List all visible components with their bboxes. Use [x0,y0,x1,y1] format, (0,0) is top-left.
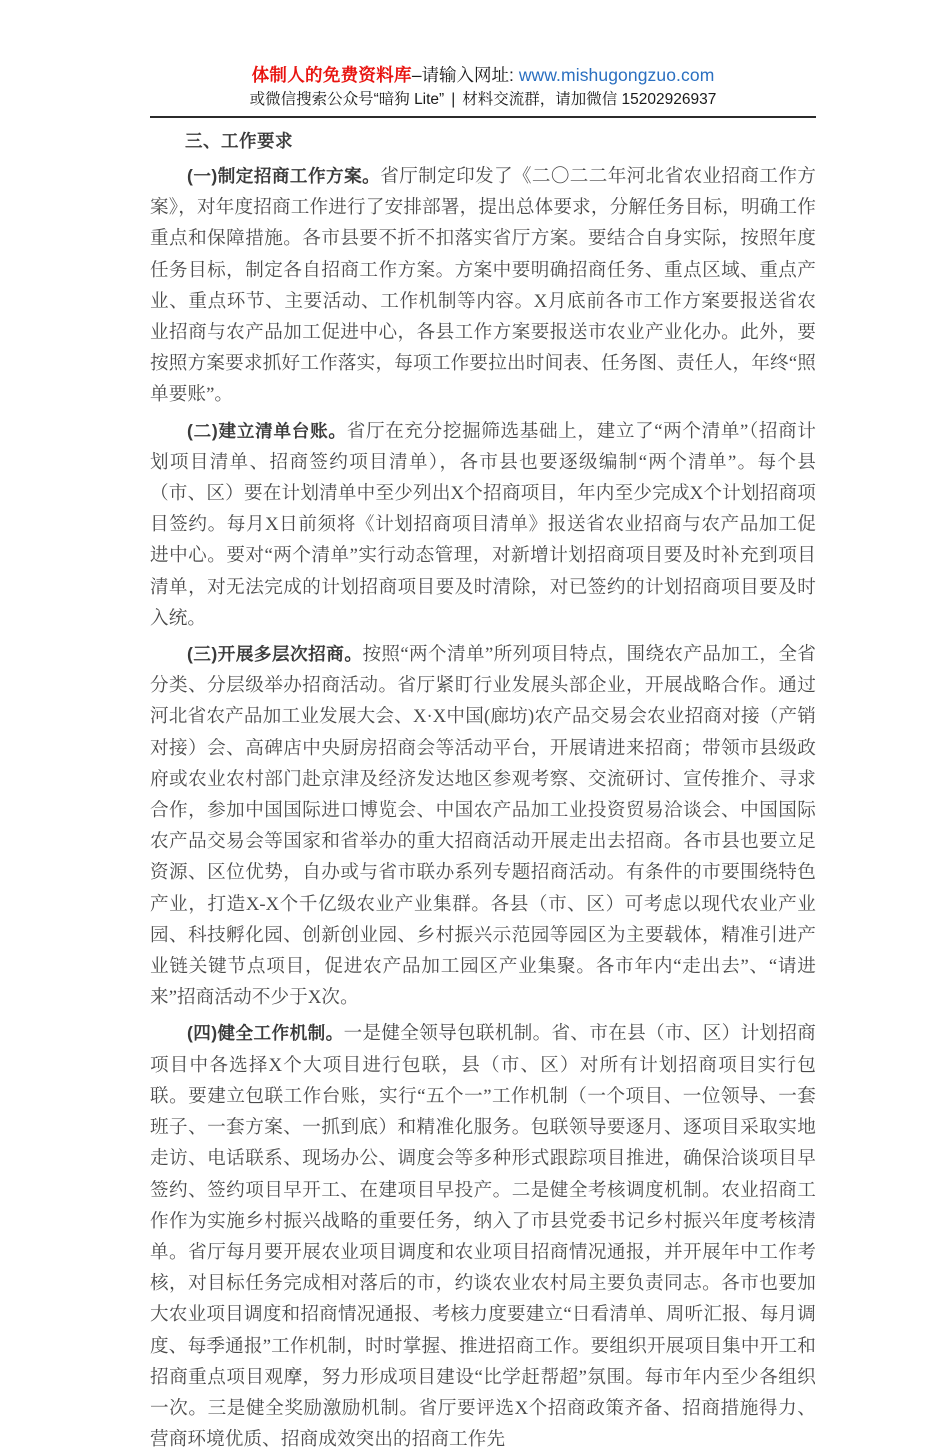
paragraph-subsection-1 [150,161,816,411]
paragraph-subsection-2 [150,416,816,634]
promo-brand-text: 体制人的免费资料库 [251,65,412,85]
promo-wechat-account: 或微信搜索公众号“暗狗 Lite” [249,91,445,108]
promo-header [150,62,816,118]
subsection-1-body: 省厅制定印发了《二〇二二年河北省农业招商工作方案》，对年度招商工作进行了安排部署，提出总体要求，分解任务目标，明确工作重点和保障措施。各市县要不折不扣落实省厅方案。要结合自身实际，按照年度任务目标，制定各自招商工作方案。方案中要明确招商任务、重点区域、重点产业、重点环节、主要活动、工作机制等内容。X月底前各市工作方案要报送省农业招商与农产品加工促进中心，各县工作方案要报送市农业产业化办。此外，要按照方案要求抓好工作落实，每项工作要拉出时间表、任务图、责任人，年终“照单要账”。 [150,166,816,406]
promo-group-contact: 材料交流群，请加微信 15202926937 [462,91,717,108]
promo-header-line-2 [150,87,816,112]
paragraph-subsection-3 [150,639,816,1013]
paragraph-subsection-4 [150,1018,816,1455]
promo-header-line-1 [150,62,816,88]
subsection-1-lead: (一)制定招商工作方案。 [187,166,381,186]
promo-website-url[interactable]: www.mishugongzuo.com [518,65,715,85]
subsection-3-lead: (三)开展多层次招商。 [187,644,363,665]
promo-prompt-text: –请输入网址: [411,65,514,85]
section-heading-work-requirements: 三、工作要求 [185,131,293,151]
subsection-2-body: 省厅在充分挖掘筛选基础上，建立了“两个清单”（招商计划项目清单、招商签约项目清单），各市县也要逐级编制“两个清单”。每个县（市、区）要在计划清单中至少列出X个招商项目，年内至少完成X个计划招商项目签约。每月X日前须将《计划招商项目清单》报送省农业招商与农产品加工促进中心。要对“两个清单”实行动态管理，对新增计划招商项目要及时补充到项目清单，对无法完成的计划招商项目要及时清除，对已签约的计划招商项目要及时入统。 [150,420,816,629]
document-content [150,126,816,1455]
subsection-4-body: 一是健全领导包联机制。省、市在县（市、区）计划招商项目中各选择X个大项目进行包联，县（市、区）对所有计划招商项目实行包联。要建立包联工作台账，实行“五个一”工作机制（一个项目、一位领导、一套班子、一套方案、一抓到底）和精准化服务。包联领导要逐月、逐项目采取实地走访、电话联系、现场办公、调度会等多种形式跟踪项目推进，确保洽谈项目早签约、签约项目早开工、在建项目早投产。二是健全考核调度机制。农业招商工作作为实施乡村振兴战略的重要任务，纳入了市县党委书记乡村振兴年度考核清单。省厅每月要开展农业项目调度和农业项目招商情况通报，并开展年中工作考核，对目标任务完成相对落后的市，约谈农业农村局主要负责同志。各市也要加大农业项目调度和招商情况通报、考核力度要建立“日看清单、周听汇报、每月调度、每季通报”工作机制，时时掌握、推进招商工作。要组织开展项目集中开工和招商重点项目观摩，努力形成项目建设“比学赶帮超”氛围。每市年内至少各组织一次。三是健全奖励激励机制。省厅要评选X个招商政策齐备、招商措施得力、营商环境优质、招商成效突出的招商工作先 [150,1023,816,1451]
subsection-4-lead: (四)健全工作机制。 [187,1023,344,1044]
subsection-2-lead: (二)建立清单台账。 [187,420,347,441]
promo-separator: | [451,91,456,108]
subsection-3-body: 按照“两个清单”所列项目特点，围绕农产品加工，全省分类、分层级举办招商活动。省厅紧盯行业发展头部企业，开展战略合作。通过河北省农产品加工业发展大会、X·X中国(廊坊)农产品交易会农业招商对接（产销对接）会、高碑店中央厨房招商会等活动平台，开展请进来招商；带领市县级政府或农业农村部门赴京津及经济发达地区参观考察、交流研讨、宣传推介、寻求合作，参加中国国际进口博览会、中国农产品加工业投资贸易洽谈会、中国国际农产品交易会等国家和省举办的重大招商活动开展走出去招商。各市县也要立足资源、区位优势，自办或与省市联办系列专题招商活动。有条件的市要围绕特色产业，打造X-X个千亿级农业产业集群。各县（市、区）可考虑以现代农业产业园、科技孵化园、创新创业园、乡村振兴示范园等园区为主要载体，精准引进产业链关键节点项目，促进农产品加工园区产业集聚。各市年内“走出去”、“请进来”招商活动不少于X次。 [150,644,817,1009]
